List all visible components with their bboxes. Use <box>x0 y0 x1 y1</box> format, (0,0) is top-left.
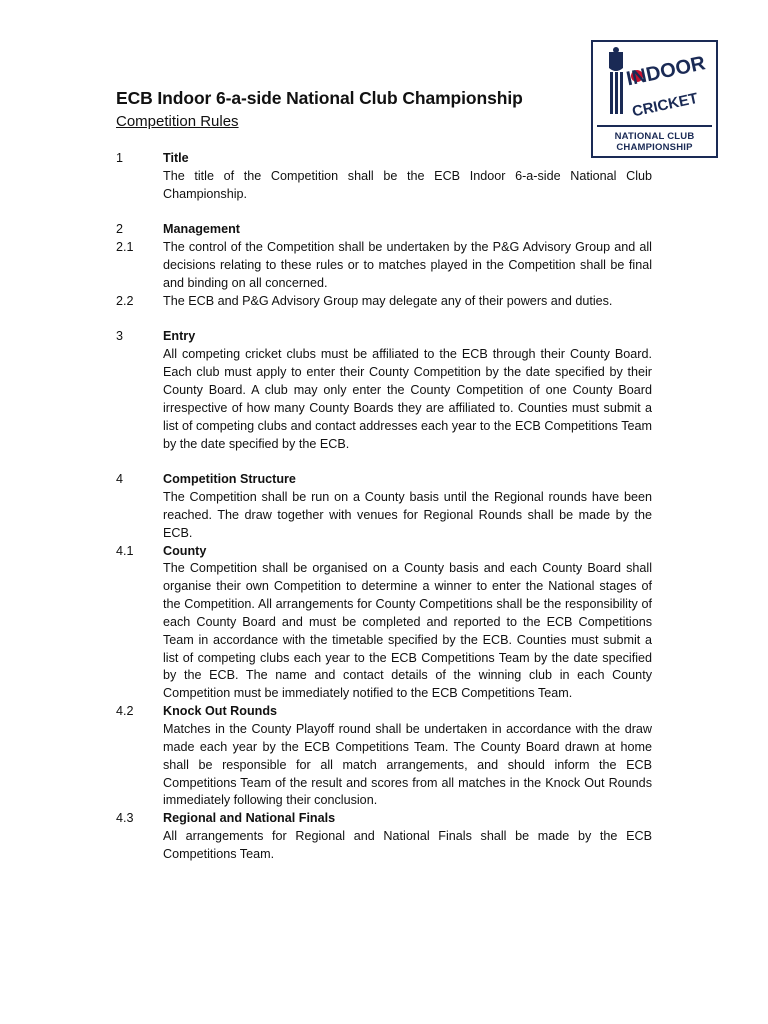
section-number: 2 <box>116 222 124 237</box>
clause-text: The ECB and P&G Advisory Group may delegate any of their powers and duties. <box>163 293 613 308</box>
clause-heading: County <box>163 543 207 558</box>
stump-icon <box>615 72 618 114</box>
clause-text: The control of the Competition shall be undertaken by the P&G Advisory Group and all decisions relating to these rules or to matches played in the Competition shall be final and binding on all concerned. <box>163 240 652 290</box>
section-heading: Entry <box>163 329 196 344</box>
section-number: 4 <box>116 472 124 487</box>
clause-heading: Knock Out Rounds <box>163 704 278 719</box>
section-heading: Title <box>163 151 189 165</box>
section-entry <box>116 328 652 453</box>
logo-word-top: INDOOR <box>624 52 708 91</box>
clause-text: All arrangements for Regional and National Finals shall be made by the ECB Competitions Team. <box>163 829 652 861</box>
crest-shield-icon <box>609 52 623 71</box>
logo-caption-line2: CHAMPIONSHIP <box>616 142 693 153</box>
section-title <box>116 150 652 204</box>
section-heading: Management <box>163 222 240 237</box>
stump-icon <box>620 72 623 114</box>
clause-number: 4.3 <box>116 811 134 826</box>
document-subtitle: Competition Rules <box>116 113 239 130</box>
section-competition-structure <box>116 471 652 864</box>
section-number: 3 <box>116 329 124 344</box>
stump-icon <box>610 72 613 114</box>
document-title: ECB Indoor 6-a-side National Club Championship <box>116 88 523 108</box>
clause-number: 4.2 <box>116 704 134 719</box>
crest-crown-icon <box>613 47 619 53</box>
logo-caption-line1: NATIONAL CLUB <box>614 131 695 142</box>
logo-word-bottom: CRICKET <box>630 89 700 121</box>
clause-text: Matches in the County Playoff round shall be undertaken in accordance with the draw made each year by the ECB Competitions Team. The County Board drawn at home shall be responsible for all match arrangements, and should inform the ECB Competitions Team of the result and scores from all matches in the Knock Out Rounds immediately following their conclusion. <box>163 722 652 808</box>
clause-number: 2.1 <box>116 240 134 255</box>
clause-heading: Regional and National Finals <box>163 811 336 826</box>
clause-number: 2.2 <box>116 293 134 308</box>
section-management <box>116 221 652 310</box>
section-number: 1 <box>116 151 124 165</box>
clause-text: The Competition shall be organised on a County basis and each County Board shall organise their own Competition to determine a winner to enter the National stages of the Competition. All arrangements for County Competitions shall be the responsibility of each County Board and must be completed and reported to the ECB Competitions Team in accordance with the timetable specified by the ECB. Counties must submit a list of competing clubs each year to the ECB Competitions Team by the date specified by the ECB. The name and contact details of the winning club in each County Competition must be immediately notified to the ECB Competitions Team. <box>163 561 652 701</box>
section-text: The title of the Competition shall be the ECB Indoor 6-a-side National Club Championship. <box>163 168 652 201</box>
section-text: The Competition shall be run on a County basis until the Regional rounds have been reached. The draw together with venues for Regional Rounds shall be made by the ECB. <box>163 490 652 540</box>
logo-graphic <box>593 42 716 130</box>
indoor-cricket-logo <box>591 40 718 158</box>
clause-number: 4.1 <box>116 543 134 558</box>
rules-content <box>116 150 652 882</box>
section-text: All competing cricket clubs must be affiliated to the ECB through their County Board. Each club must apply to enter their County Competition by the date specified by their County Board. A club may only enter the County Competition of one County Board irrespective of how many County Boards they are affiliated to. Counties must submit a list of competing clubs and contact addresses each year to the ECB Competitions Team by the date specified by the ECB. <box>163 347 652 451</box>
section-heading: Competition Structure <box>163 472 296 487</box>
